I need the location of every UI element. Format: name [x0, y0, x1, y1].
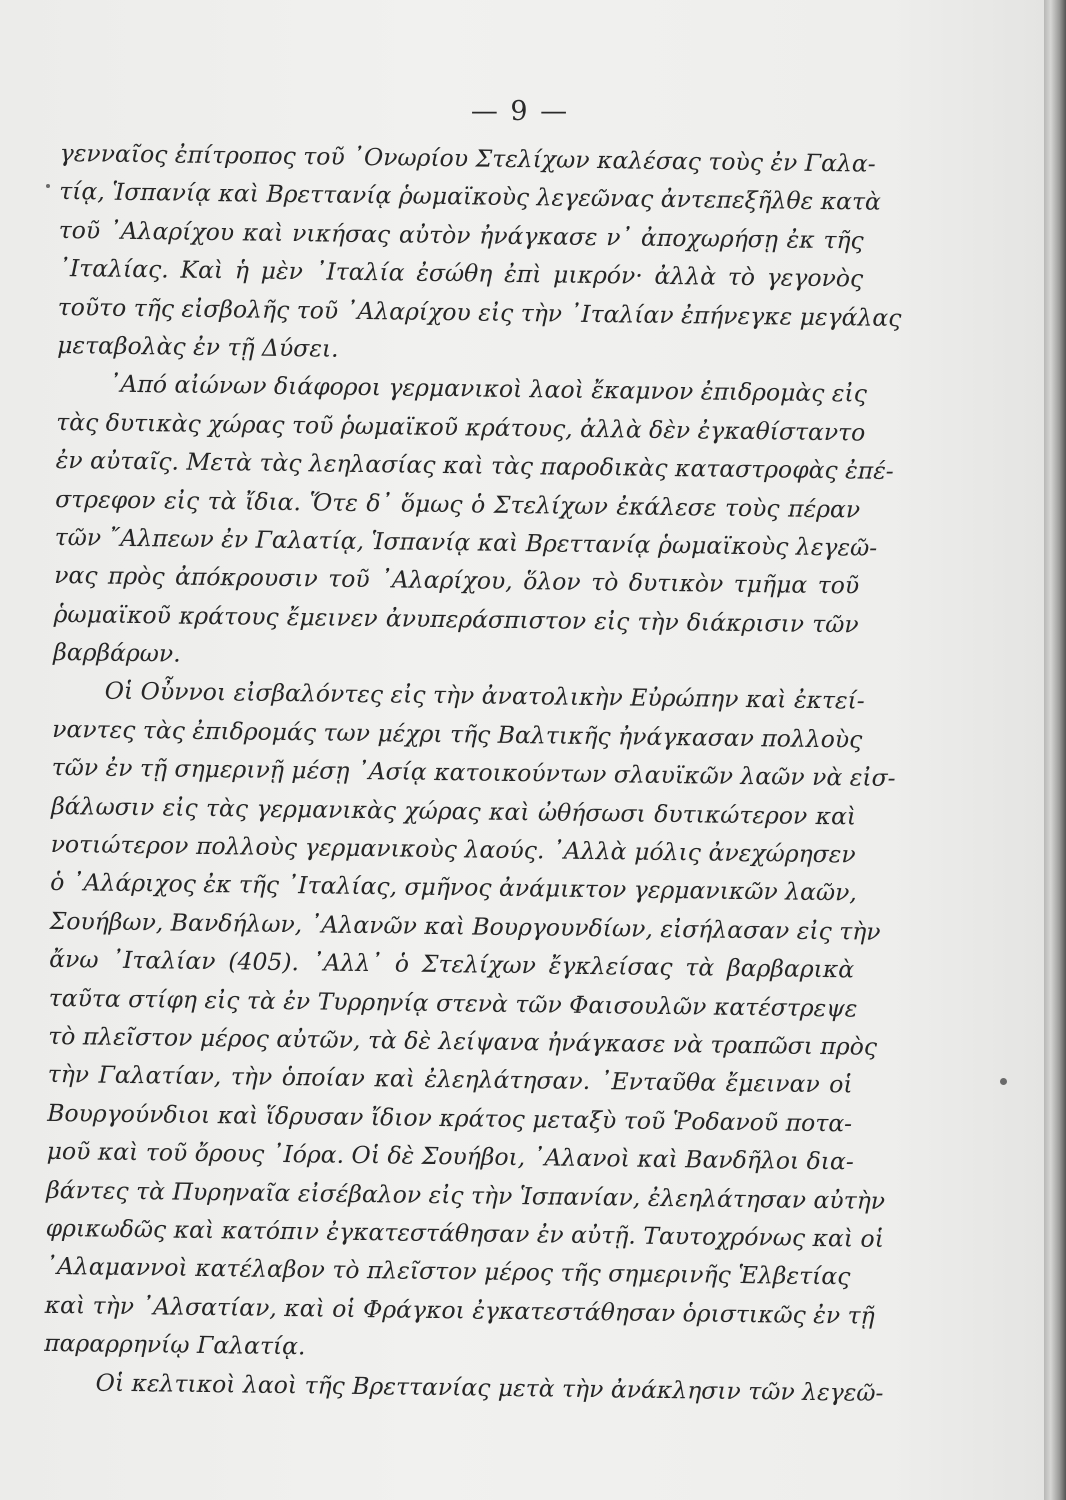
- text-line: Οἱ κελτικοὶ λαοὶ τῆς Βρεττανίας μετὰ τὴν ἀνάκλησιν τῶν λεγεῶ-: [95, 1368, 884, 1407]
- text-line: καὶ τὴν ᾽Αλσατίαν, καὶ οἱ Φράγκοι ἐγκατεστάθησαν ὁριστικῶς ἐν τῇ: [44, 1290, 875, 1330]
- text-line: ναντες τὰς ἐπιδρομάς των μέχρι τῆς Βαλτικῆς ἠνάγκασαν πολλοὺς: [52, 714, 863, 754]
- text-line: Βουργούνδιοι καὶ ἵδρυσαν ἴδιον κράτος μεταξὺ τοῦ Ῥοδανοῦ ποτα-: [47, 1098, 853, 1138]
- text-line: νας πρὸς ἀπόκρουσιν τοῦ ᾽Αλαρίχου, ὅλον τὸ δυτικὸν τμῆμα τοῦ: [54, 561, 860, 600]
- text-line: βαρβάρων.: [53, 638, 181, 668]
- text-line: ᾽Ιταλίας. Καὶ ἡ μὲν ᾽Ιταλία ἐσώθη ἐπὶ μικρόν· ἀλλὰ τὸ γεγονὸς: [58, 254, 864, 293]
- text-line: ῥωμαϊκοῦ κράτους ἔμεινεν ἀνυπεράσπιστον εἰς τὴν διάκρισιν τῶν: [53, 599, 859, 639]
- text-line: μοῦ καὶ τοῦ ὄρους ᾽Ιόρα. Οἱ δὲ Σουήβοι, ᾽Αλανοὶ καὶ Βανδῆλοι δια-: [46, 1137, 855, 1176]
- text-line: ᾽Από αἰώνων διάφοροι γερμανικοὶ λαοὶ ἔκαμνον ἐπιδρομὰς εἰς: [108, 370, 868, 408]
- text-line: ᾽Αλαμαννοὶ κατέλαβον τὸ πλεῖστον μέρος τῆς σημερινῆς Ἑλβετίας: [44, 1252, 851, 1291]
- text-line: φρικωδῶς καὶ κατόπιν ἐγκατεστάθησαν ἐν αὐτῇ. Ταυτοχρόνως καὶ οἱ: [45, 1213, 885, 1253]
- text-line: τὰς δυτικὰς χώρας τοῦ ῥωμαϊκοῦ κράτους, ἀλλὰ δὲν ἐγκαθίσταντο: [56, 407, 866, 447]
- text-line: τίᾳ, Ἱσπανίᾳ καὶ Βρεττανίᾳ ῥωμαϊκοὺς λεγεῶνας ἀντεπεξῆλθε κατὰ: [59, 177, 882, 217]
- text-line: τὸ πλεῖστον μέρος αὐτῶν, τὰ δὲ λείψανα ἠνάγκασε νὰ τραπῶσι πρὸς: [48, 1021, 878, 1061]
- text-line: μεταβολὰς ἐν τῇ Δύσει.: [57, 330, 339, 363]
- text-line: Οἱ Οὖννοι εἰσβαλόντες εἰς τὴν ἀνατολικὴν Εὐρώπην καὶ ἐκτεί-: [104, 677, 865, 716]
- text-line: ταῦτα στίφη εἰς τὰ ἐν Τυρρηνίᾳ στενὰ τῶν Φαισουλῶν κατέστρεψε: [48, 983, 858, 1023]
- text-line: βάντες τὰ Πυρηναῖα εἰσέβαλον εἰς τὴν Ἱσπανίαν, ἐλεηλάτησαν αὐτὴν: [46, 1175, 886, 1215]
- text-line: γενναῖος ἐπίτροπος τοῦ ᾽Ονωρίου Στελίχων καλέσας τοὺς ἐν Γαλα-: [59, 138, 876, 178]
- text-line: τῶν ἐν τῇ σημερινῇ μέσῃ ᾽Ασίᾳ κατοικούντων σλαυϊκῶν λαῶν νὰ εἰσ-: [51, 753, 896, 793]
- text-line: τοῦτο τῆς εἰσβολῆς τοῦ ᾽Αλαρίχου εἰς τὴν ᾽Ιταλίαν ἐπήνεγκε μεγάλας: [57, 292, 902, 332]
- text-line: ἐν αὐταῖς. Μετὰ τὰς λεηλασίας καὶ τὰς παροδικὰς καταστροφὰς ἐπέ-: [55, 446, 894, 486]
- text-line: παραρρηνίῳ Γαλατίᾳ.: [43, 1329, 306, 1361]
- text-line: τῶν ῎Αλπεων ἐν Γαλατίᾳ, Ἱσπανίᾳ καὶ Βρεττανίᾳ ῥωμαϊκοὺς λεγεῶ-: [54, 522, 878, 562]
- text-line: τοῦ ᾽Αλαρίχου καὶ νικήσας αὐτὸν ἠνάγκασε ν᾽ ἀποχωρήσῃ ἐκ τῆς: [58, 215, 864, 255]
- text-line: ἄνω ᾽Ιταλίαν (405). ᾽Αλλ᾽ ὁ Στελίχων ἔγκλείσας τὰ βαρβαρικὰ: [49, 945, 855, 984]
- ink-spot: [46, 184, 50, 188]
- text-line: στρεφον εἰς τὰ ἴδια. Ὅτε δ᾽ ὅμως ὁ Στελίχων ἐκάλεσε τοὺς πέραν: [55, 484, 861, 524]
- ink-spot: [1000, 1078, 1007, 1085]
- page-number: — 9 —: [470, 96, 570, 127]
- page-edge: [1044, 0, 1066, 1500]
- text-line: νοτιώτερον πολλοὺς γερμανικοὺς λαούς. ᾽Αλλὰ μόλις ἀνεχώρησεν: [50, 829, 856, 869]
- text-line: βάλωσιν εἰς τὰς γερμανικὰς χώρας καὶ ὠθήσωσι δυτικώτερον καὶ: [51, 791, 857, 831]
- text-line: ὁ ᾽Αλάριχος ἐκ τῆς ᾽Ιταλίας, σμῆνος ἀνάμικτον γερμανικῶν λαῶν,: [50, 868, 858, 907]
- body-text: [43, 134, 902, 1411]
- text-line: τὴν Γαλατίαν, τὴν ὁποίαν καὶ ἐλεηλάτησαν. ᾽Ενταῦθα ἔμειναν οἱ: [47, 1060, 853, 1099]
- text-line: Σουήβων, Βανδήλων, ᾽Αλανῶν καὶ Βουργουνδίων, εἰσήλασαν εἰς τὴν: [49, 906, 881, 946]
